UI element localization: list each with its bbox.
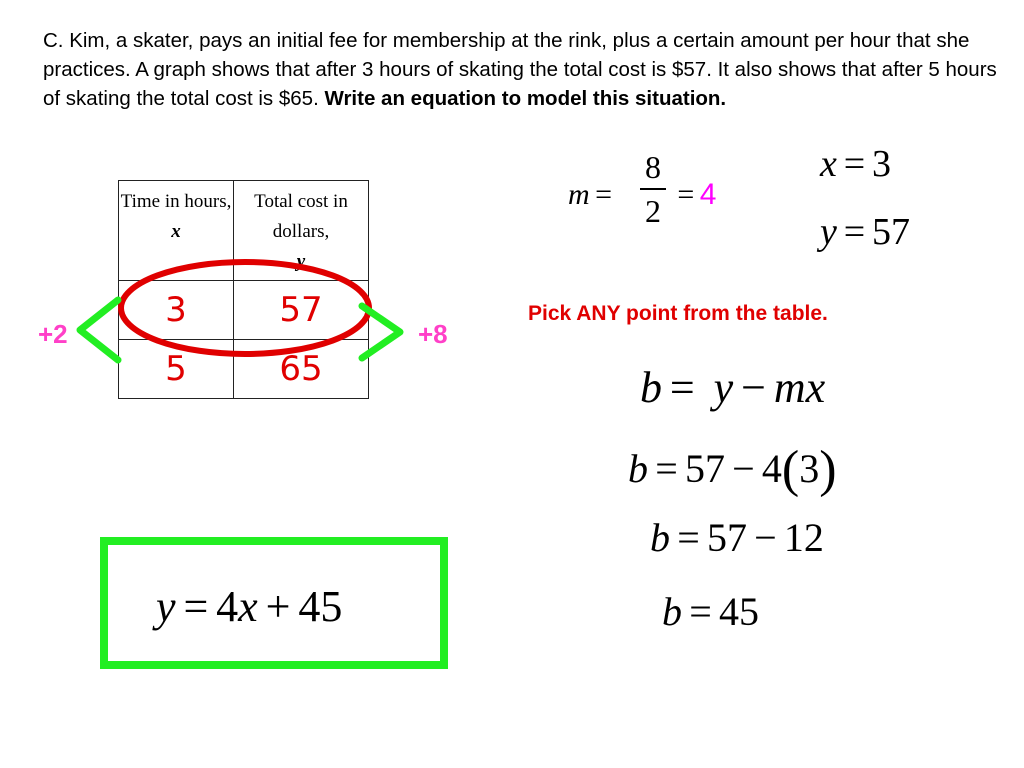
right-bracket [362,306,400,358]
answer-b: 45 [298,582,343,631]
slope-fraction [640,150,666,228]
intercept-step-1: b = y − mx [640,363,826,412]
step1-mx: mx [773,363,826,412]
point-x-val: 3 [871,143,891,185]
answer-y: y [156,582,176,631]
step4-v: 45 [718,589,759,634]
problem-instruction: Write an equation to model this situation. [324,87,727,110]
header-cost-var: y [296,251,306,272]
intercept-step-2: b = 57 − 4(3) [628,441,837,498]
header-cost-label: Total cost in dollars, [254,191,348,242]
intercept-step-3: b = 57 − 12 [650,515,824,560]
answer-x: x [238,582,258,631]
slope-denominator: 2 [645,193,661,229]
final-equation: y = 4x + 45 [156,582,343,631]
x-difference: +2 [38,319,68,349]
step2-m: 4 [761,446,782,491]
point-y: y = 57 [820,211,910,253]
table-cell-y: 65 [234,340,369,399]
highlight-ellipse [121,262,369,354]
slope-rhs: = 4 [677,178,717,211]
step2-b: b [628,446,648,491]
answer-box [100,537,448,669]
header-time-label: Time in hours, [120,191,232,212]
point-y-var: y [820,211,837,253]
table-cell-y: 57 [234,281,369,340]
fraction-bar [640,188,666,190]
header-time-var: x [171,221,181,242]
left-bracket [80,300,118,360]
slope-numerator: 8 [645,149,661,185]
step4-b: b [662,589,682,634]
problem-text: C. Kim, a skater, pays an initial fee for membership at the rink, plus a certain amount per hour that she practices. A graph shows that after 3 hours of skating the total cost is $57. It also shows that after 5 hours of skating the total cost is $65. [43,29,997,110]
step2-x: 3 [799,446,820,491]
step3-a: 57 [706,515,747,560]
step1-b: b [640,363,662,412]
answer-m: 4 [216,582,239,631]
point-x: x = 3 [820,143,891,185]
table-cell-x: 5 [119,340,234,399]
slope-lhs: m = [568,178,612,211]
slope-var: m [568,178,590,211]
pick-point-text: Pick ANY point from the table. [528,302,828,325]
point-x-var: x [820,143,837,185]
step3-c: 12 [783,515,824,560]
step3-b: b [650,515,670,560]
intercept-step-4: b = 45 [662,589,759,634]
table-cell-x: 3 [119,281,234,340]
point-y-val: 57 [871,211,910,253]
slope-result: 4 [699,178,717,211]
y-difference: +8 [418,319,448,349]
step2-a: 57 [684,446,725,491]
step1-y: y [713,363,734,412]
